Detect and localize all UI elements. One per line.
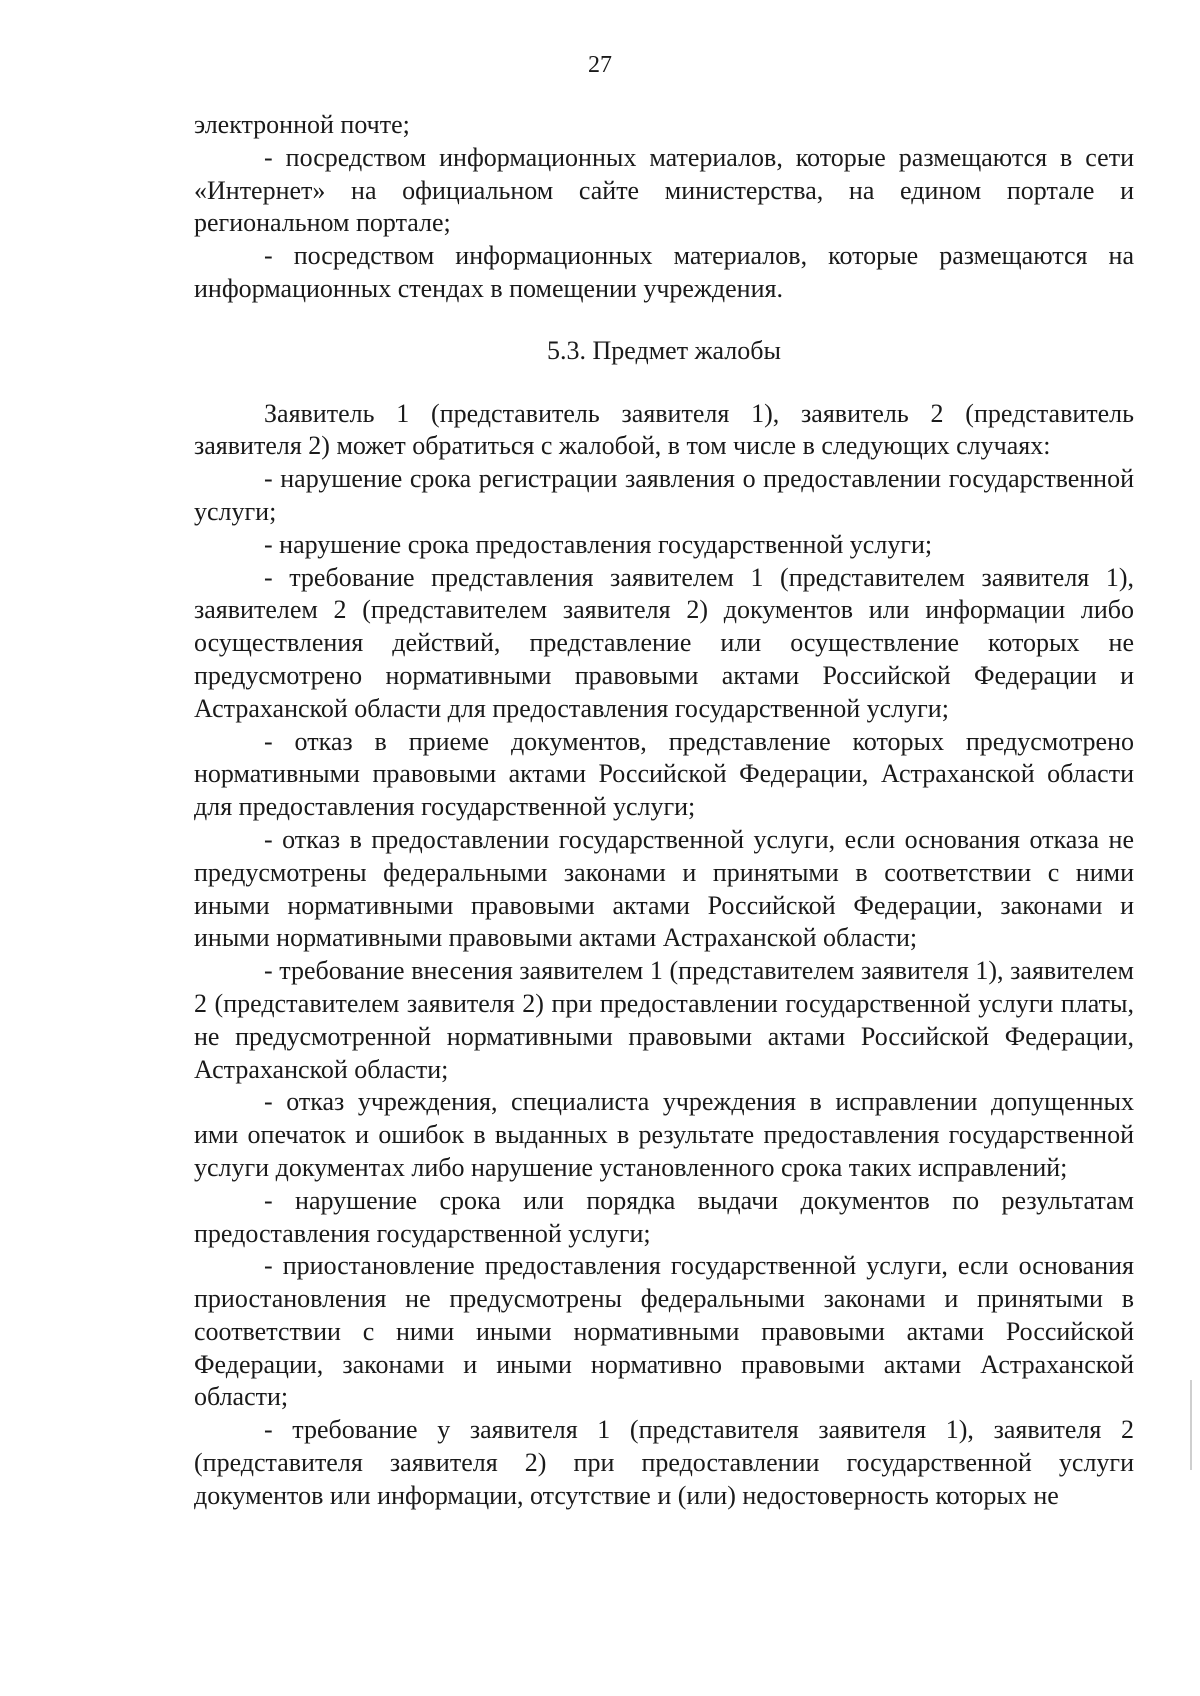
list-item: - требование представления заявителем 1 (представителем заявителя 1), заявителем 2 (представителем заявителя 2) документов или информации либо осуществления действий, представление или осуществление которых не предусмотрено нормативными правовыми актами Российской Федерации и Астраханской области для предоставления государственной услуги;	[194, 562, 1134, 723]
page-number: 27	[588, 52, 612, 78]
list-item: - отказ в приеме документов, представление которых предусмотрено нормативными правовыми актами Российской Федерации, Астраханской области для предоставления государственной услуги;	[194, 726, 1134, 822]
document-body	[194, 109, 1134, 1513]
list-item: - отказ учреждения, специалиста учреждения в исправлении допущенных ими опечаток и ошибок в выданных в результате предоставления государственной услуги документах либо нарушение установленного срока таких исправлений;	[194, 1087, 1134, 1182]
list-item: - нарушение срока предоставления государственной услуги;	[264, 529, 933, 559]
list-item: - требование внесения заявителем 1 (представителем заявителя 1), заявителем 2 (представителем заявителя 2) при предоставлении государственной услуги платы, не предусмотренной нормативными правовыми актами Российской Федерации, Астраханской области;	[194, 956, 1134, 1084]
paragraph: Заявитель 1 (представитель заявителя 1), заявитель 2 (представитель заявителя 2) может обратиться с жалобой, в том числе в следующих случаях:	[194, 398, 1134, 461]
section-heading: 5.3. Предмет жалобы	[547, 335, 781, 365]
list-item: - приостановление предоставления государственной услуги, если основания приостановления не предусмотрены федеральными законами и принятыми в соответствии с ними иными нормативными правовыми актами Российской Федерации, законами и иными нормативно правовыми актами Астраханской области;	[194, 1251, 1134, 1412]
list-item: - нарушение срока регистрации заявления о предоставлении государственной услуги;	[194, 464, 1134, 526]
scan-edge-mark	[1190, 1380, 1192, 1470]
paragraph: - посредством информационных материалов, которые размещаются в сети «Интернет» на официальном сайте министерства, на едином портале и региональном портале;	[194, 142, 1134, 238]
list-item: - отказ в предоставлении государственной услуги, если основания отказа не предусмотрены федеральными законами и принятыми в соответствии с ними иными нормативными правовыми актами Российской Федерации, законами и иными нормативными правовыми актами Астраханской области;	[194, 824, 1134, 953]
paragraph: электронной почте;	[194, 110, 410, 139]
list-item: - требование у заявителя 1 (представителя заявителя 1), заявителя 2 (представителя заявителя 2) при предоставлении государственной услуги документов или информации, отсутствие и (или) недостоверность которых не	[194, 1415, 1134, 1510]
paragraph: - посредством информационных материалов, которые размещаются на информационных стендах в помещении учреждения.	[194, 241, 1134, 303]
list-item: - нарушение срока или порядка выдачи документов по результатам предоставления государственной услуги;	[194, 1185, 1134, 1248]
